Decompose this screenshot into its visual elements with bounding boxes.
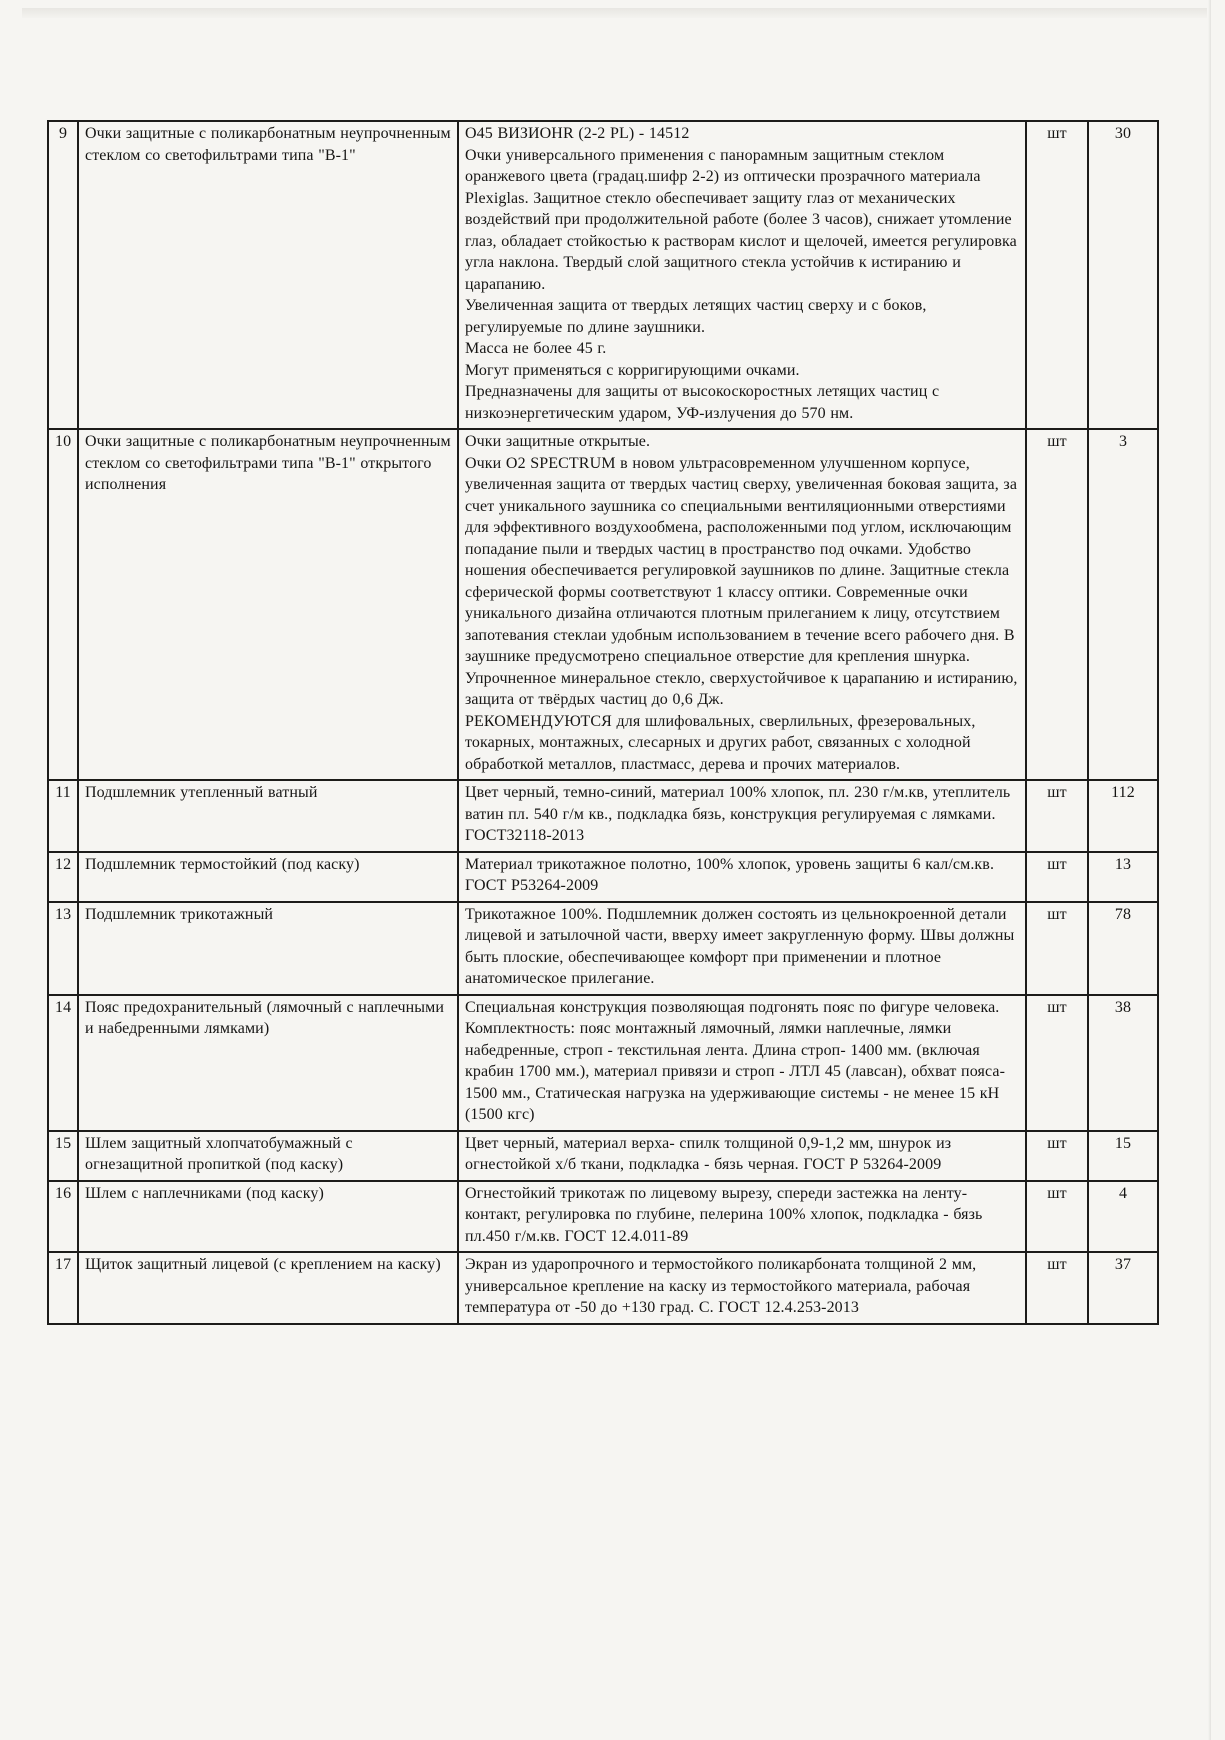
description-paragraph: Цвет черный, темно-синий, материал 100% хлопок, пл. 230 г/м.кв, утеплитель ватин пл. 540 г/м кв., подкладка бязь, конструкция регулируемая с лямками. ГОСТ32118-2013 <box>465 784 1011 844</box>
description-paragraph: Могут применяться с корригирующими очками. <box>465 361 800 379</box>
row-number-cell: 15 <box>48 1131 78 1181</box>
row-number-cell: 13 <box>48 902 78 995</box>
item-name-cell: Шлем защитный хлопчатобумажный с огнезащитной пропиткой (под каску) <box>78 1131 458 1181</box>
item-name-cell: Очки защитные с поликарбонатным неупрочненным стеклом со светофильтрами типа "В-1" <box>78 121 458 429</box>
item-name-cell: Очки защитные с поликарбонатным неупрочненным стеклом со светофильтрами типа "В-1" открытого исполнения <box>78 429 458 780</box>
item-description-cell <box>458 1252 1026 1324</box>
unit-cell: шт <box>1026 429 1088 780</box>
description-paragraph: Увеличенная защита от твердых летящих частиц сверху и с боков, регулируемые по длине заушники. <box>465 297 927 336</box>
quantity-cell: 4 <box>1088 1181 1158 1253</box>
description-paragraph: Очки О2 SPECTRUM в новом ультрасовременном улучшенном корпусе, увеличенная защита от твердых частиц сверху, увеличенная боковая защита, за счет уникального заушника со специальными вентиляционными отверстиями для эффективного воздухообмена, расположенными под углом, исключающим попадание пыли и твердых частиц в пространство под очками. Удобство ношения обеспечивается регулировкой заушников по длине. Защитные стекла сферической формы соответствуют 1 классу оптики. Современные очки уникального дизайна отличаются плотным прилеганием к лицу, отсутствием запотевания стеклаи удобным использованием в течение всего рабочего дня. В заушнике предусмотрено специальное отверстие для крепления шнурка. <box>465 454 1018 665</box>
unit-cell: шт <box>1026 1181 1088 1253</box>
item-description-cell <box>458 902 1026 995</box>
description-paragraph: Специальная конструкция позволяющая подгонять пояс по фигуре человека. Комплектность: пояс монтажный лямочный, лямки наплечные, лямки набедренные, строп - текстильная лента. Длина строп- 1400 мм. (включая крабин 1700 мм.), материал привязи и строп - ЛТЛ 45 (лавсан), обхват пояса- 1500 мм., Статическая нагрузка на удерживающие системы - не менее 15 кН (1500 кгс) <box>465 998 1005 1123</box>
scanner-edge-artifact <box>22 8 1207 18</box>
quantity-cell: 38 <box>1088 995 1158 1131</box>
quantity-cell: 78 <box>1088 902 1158 995</box>
description-paragraph: Очки универсального применения с панорамным защитным стеклом оранжевого цвета (градац.шифр 2-2) из оптически прозрачного материала Plexiglas. Защитное стекло обеспечивает защиту глаз от механических воздействий при продолжительной работе (более 3 часов), снижает утомление глаз, обладает стойкостью к растворам кислот и щелочей, имеется регулировка угла наклона. Твердый слой защитного стекла устойчив к истиранию и царапанию. <box>465 146 1017 293</box>
unit-cell: шт <box>1026 780 1088 852</box>
item-description-cell <box>458 121 1026 429</box>
item-name-cell: Шлем с наплечниками (под каску) <box>78 1181 458 1253</box>
table-row <box>48 1181 1158 1253</box>
equipment-spec-table <box>47 120 1159 1325</box>
description-paragraph: Огнестойкий трикотаж по лицевому вырезу, спереди застежка на ленту-контакт, регулировка по глубине, пелерина 100% хлопок, подкладка - бязь пл.450 г/м.кв. ГОСТ 12.4.011-89 <box>465 1184 983 1245</box>
item-description-cell <box>458 852 1026 902</box>
table-row <box>48 1252 1158 1324</box>
table-row <box>48 902 1158 995</box>
unit-cell: шт <box>1026 995 1088 1131</box>
description-paragraph: Предназначены для защиты от высокоскоростных летящих частиц с низкоэнергетическим ударом, УФ-излучения до 570 нм. <box>465 383 940 422</box>
item-description-cell <box>458 1181 1026 1253</box>
item-name-cell: Щиток защитный лицевой (с креплением на каску) <box>78 1252 458 1324</box>
quantity-cell: 15 <box>1088 1131 1158 1181</box>
row-number-cell: 9 <box>48 121 78 429</box>
quantity-cell: 112 <box>1088 780 1158 852</box>
table-row <box>48 780 1158 852</box>
quantity-cell: 3 <box>1088 429 1158 780</box>
unit-cell: шт <box>1026 121 1088 429</box>
unit-cell: шт <box>1026 1131 1088 1181</box>
description-paragraph: РЕКОМЕНДУЮТСЯ для шлифовальных, сверлильных, фрезеровальных, токарных, монтажных, слесарных и других работ, связанных с холодной обработкой металлов, пластмасс, дерева и прочих материалов. <box>465 712 976 773</box>
description-paragraph: О45 ВИЗИОНR (2-2 PL) - 14512 <box>465 125 690 142</box>
row-number-cell: 10 <box>48 429 78 780</box>
row-number-cell: 11 <box>48 780 78 852</box>
item-description-cell <box>458 995 1026 1131</box>
row-number-cell: 16 <box>48 1181 78 1253</box>
row-number-cell: 17 <box>48 1252 78 1324</box>
table-row <box>48 995 1158 1131</box>
item-description-cell <box>458 780 1026 852</box>
quantity-cell: 30 <box>1088 121 1158 429</box>
item-description-cell <box>458 429 1026 780</box>
quantity-cell: 37 <box>1088 1252 1158 1324</box>
table-row <box>48 429 1158 780</box>
equipment-spec-table-body <box>48 121 1158 1324</box>
description-paragraph: Масса не более 45 г. <box>465 340 607 357</box>
page-edge-shadow <box>1208 0 1211 1740</box>
row-number-cell: 12 <box>48 852 78 902</box>
description-paragraph: Трикотажное 100%. Подшлемник должен состоять из цельнокроенной детали лицевой и затылочной части, вверху имеет закругленную форму. Швы должны быть плоские, обеспечивающее комфорт при применении и плотное анатомическое прилегание. <box>465 905 1015 987</box>
table-row <box>48 852 1158 902</box>
description-paragraph: Очки защитные открытые. <box>465 433 651 450</box>
item-name-cell: Подшлемник утепленный ватный <box>78 780 458 852</box>
description-paragraph: Экран из ударопрочного и термостойкого поликарбоната толщиной 2 мм, универсальное крепление на каску из термостойкого материала, рабочая температура от -50 до +130 град. С. ГОСТ 12.4.253-2013 <box>465 1256 977 1316</box>
item-name-cell: Подшлемник трикотажный <box>78 902 458 995</box>
description-paragraph: Упрочненное минеральное стекло, сверхустойчивое к царапанию и истиранию, защита от твёрдых частиц до 0,6 Дж. <box>465 669 1018 708</box>
unit-cell: шт <box>1026 852 1088 902</box>
table-row <box>48 121 1158 429</box>
row-number-cell: 14 <box>48 995 78 1131</box>
item-name-cell: Подшлемник термостойкий (под каску) <box>78 852 458 902</box>
quantity-cell: 13 <box>1088 852 1158 902</box>
table-row <box>48 1131 1158 1181</box>
description-paragraph: Материал трикотажное полотно, 100% хлопок, уровень защиты 6 кал/см.кв. ГОСТ Р53264-2009 <box>465 855 995 894</box>
unit-cell: шт <box>1026 1252 1088 1324</box>
description-paragraph: Цвет черный, материал верха- спилк толщиной 0,9-1,2 мм, шнурок из огнестойкой х/б ткани, подкладка - бязь черная. ГОСТ Р 53264-2009 <box>465 1134 952 1173</box>
item-description-cell <box>458 1131 1026 1181</box>
unit-cell: шт <box>1026 902 1088 995</box>
item-name-cell: Пояс предохранительный (лямочный с наплечными и набедренными лямками) <box>78 995 458 1131</box>
